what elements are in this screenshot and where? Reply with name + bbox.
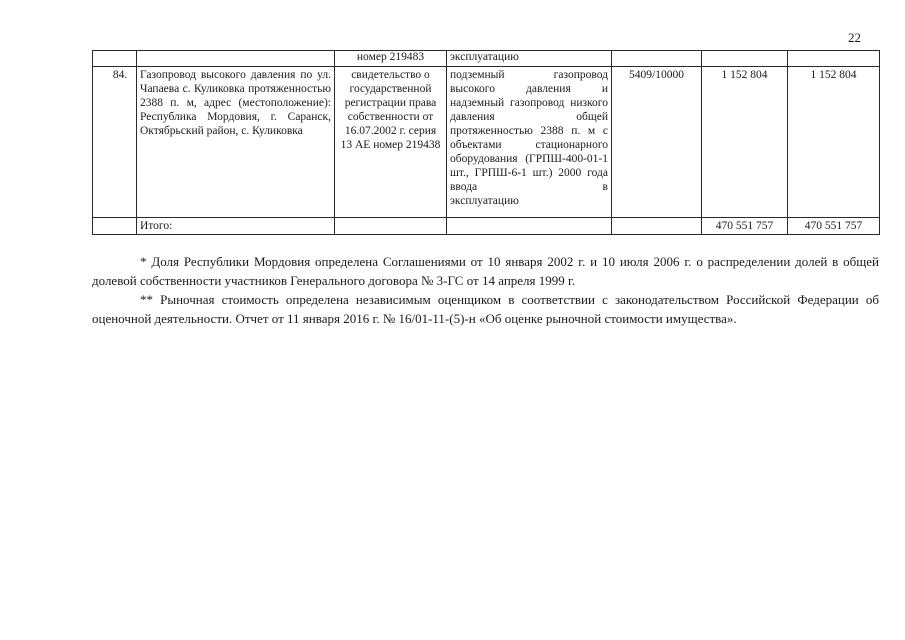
description-text: подземный газопровод высокого давления и надземный газопровод низкого давления общей протяженностью 2388 п. м с объектами стационарного оборудования (ГРПШ-400-01-1 шт., ГРПШ-6-1 шт.) 2000 года ввода в [450, 69, 608, 193]
cell-document [335, 218, 447, 235]
table-row-total [93, 218, 880, 235]
footnote-share: * Доля Республики Мордовия определена Соглашениями от 10 января 2002 г. и 10 июля 2006 г. о распределении долей в общей долевой собственности участников Генерального договора № 3-ГС от 14 апреля 1999 г. [92, 254, 879, 288]
cell-value-2 [788, 51, 880, 67]
cell-value-2: 1 152 804 [788, 67, 880, 218]
cell-value-1 [702, 51, 788, 67]
cell-description [447, 218, 612, 235]
table-row-84 [93, 67, 880, 218]
footnote-market-value: ** Рыночная стоимость определена независимым оценщиком в соответствии с законодательством Российской Федерации об оценочной деятельности. Отчет от 11 января 2016 г. № 16/01-11-(5)-н «Об оценке рыночной стоимости имущества». [92, 292, 879, 326]
cell-number: 84. [93, 67, 137, 218]
cell-name [137, 51, 335, 67]
cell-document: номер 219483 [335, 51, 447, 67]
cell-number [93, 51, 137, 67]
footnotes [92, 252, 879, 328]
cell-share [612, 218, 702, 235]
table-row-continuation [93, 51, 880, 67]
cell-number [93, 218, 137, 235]
cell-share [612, 51, 702, 67]
page-number: 22 [848, 30, 861, 45]
cell-total-value-2: 470 551 757 [788, 218, 880, 235]
cell-total-value-1: 470 551 757 [702, 218, 788, 235]
cell-value-1: 1 152 804 [702, 67, 788, 218]
cell-description: эксплуатацию [447, 51, 612, 67]
cell-total-label: Итого: [137, 218, 335, 235]
cell-description [447, 67, 612, 218]
description-end: эксплуатацию [450, 195, 519, 207]
cell-name: Газопровод высокого давления по ул. Чапаева с. Куликовка протяженностью 2388 п. м, адрес (местоположение): Республика Мордовия, г. Саранск, Октябрьский район, с. Куликовка [137, 67, 335, 218]
cell-document: свидетельство о государственной регистрации права собственности от 16.07.2002 г. серия 13 АЕ номер 219438 [335, 67, 447, 218]
cell-share: 5409/10000 [612, 67, 702, 218]
property-registry-table [92, 50, 880, 235]
